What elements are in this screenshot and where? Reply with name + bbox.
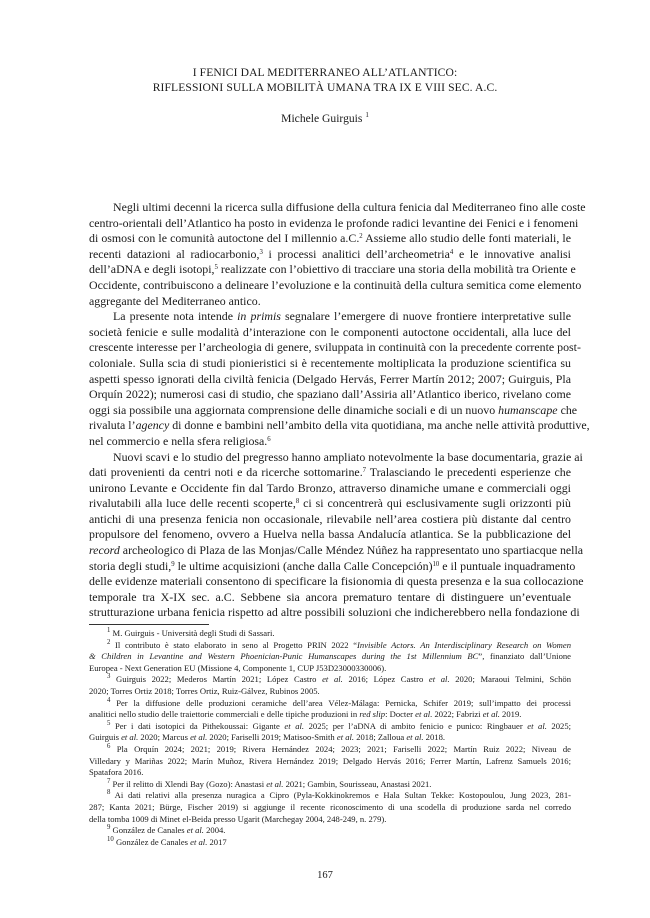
page-number: 167 bbox=[317, 870, 333, 881]
footnote-line: $^2$ Il contributo è stato elaborato in seno al Progetto PRIN 2022 “Invisible Actors. An Interdisciplinary Research on Women bbox=[107, 638, 571, 650]
footnote-line: $^7$ Per il relitto di Xlendi Bay (Gozo): Anastasi et al. 2021; Gambin, Sourisseau, Anastasi 2021. bbox=[107, 777, 432, 789]
footnote-line: Guirguis et al. 2020; Marcus et al. 2020; Fariselli 2019; Matisoo-Smith et al. 2018; Zalloua et al. 2018. bbox=[89, 732, 446, 743]
body-line: La presente nota intende in primis segnalare l’emergere di nuove frontiere interpretative sulle bbox=[113, 309, 571, 324]
body-line: rivaluta l’agency di donne e bambini nell’ambito della vita quotidiana, ma anche nelle attività produttive, bbox=[89, 418, 590, 433]
body-line: storia degli studi,$^9$ le ultime acquisizioni (anche dalla Calle Concepción)$^{10}$ e il puntuale inquadramento bbox=[89, 558, 576, 573]
footnote-line: $^1$ M. Guirguis - Università degli Studi di Sassari. bbox=[107, 627, 275, 638]
footnote-line: $^5$ Per i dati isotopici da Pithekoussai: Gigante et al. 2025; per l’aDNA di ambito fenicio e punico: Ringbauer et al. 2025; bbox=[107, 719, 572, 731]
footnote-ref: 2 bbox=[359, 233, 363, 241]
footnote-line: 287; Kanta 2021; Bürge, Fischer 2019) si aggiunge il recente riconoscimento di una scodella di produzione sarda nel corredo bbox=[89, 801, 571, 812]
footnote-line: $^6$ Pla Orquín 2024; 2021; 2019; Rivera Hernández 2024; 2023; 2021; Fariselli 2022; Martín Ruiz 2022; Niveau de bbox=[107, 742, 571, 754]
title-line-1: I FENICI DAL MEDITERRANEO ALL’ATLANTICO: bbox=[192, 66, 458, 79]
body-line: dell’aDNA e degli isotopi,$^5$ realizzate con l’obiettivo di tracciare una storia della mobilità tra Oriente e bbox=[89, 262, 576, 277]
body-line: antichi di una presenza fenicia non occasionale, rilevabile nell’area costiera più distante dal centro bbox=[89, 511, 571, 526]
body-line: nel commercio e nella sfera religiosa.$^6$ bbox=[89, 433, 271, 448]
author-footnote-mark: 1 bbox=[365, 111, 369, 119]
body-line: unirono Levante e Occidente fin dal Tardo Bronzo, attraverso dinamiche umane e commerciali oggi bbox=[89, 480, 571, 495]
footnote-line: & Children in Levantine and Western Phoenician-Punic Humanscapes during the 1st Millennium BC”, finanziato dall’Unione bbox=[89, 651, 571, 662]
body-line: record archeologico di Plaza de las Monjas/Calle Méndez Núñez ha rappresentato uno spartiacque nella bbox=[89, 543, 584, 558]
author-line bbox=[0, 111, 650, 125]
footnote-line: della tomba 1009 di Minet el-Beida presso Ugarit (Marchegay 2004, 248-249, n. 279). bbox=[89, 813, 387, 824]
footnote-line: Villedary y Mariñas 2022; Marín Muñoz, Rivera Hernández 2019; Delgado Hervás 2016; Ferrer Martín, Lafrenz Samuels 2016; bbox=[89, 755, 571, 766]
body-line: propulsore del fenomeno, ovvero a Huelva nella bassa Andalucía atlantica. Se la pubblicazione del bbox=[89, 527, 571, 542]
body-line: Negli ultimi decenni la ricerca sulla diffusione della cultura fenicia dal Mediterraneo fino alle coste bbox=[113, 200, 586, 214]
footnote-ref: 6 bbox=[267, 435, 271, 443]
footnote-ref: 10 bbox=[432, 560, 440, 568]
article-title bbox=[0, 66, 650, 95]
footnote-line: analitici nello studio delle traiettorie commerciali e delle tipiche produzioni in red slip: Docter et al. 2022; Fabrizi et al. 2019. bbox=[89, 709, 522, 720]
body-line: delle evidenze materiali consentono di specificare la fisionomia di questa presenza e la sua collocazione bbox=[89, 574, 584, 589]
body-line: Orquín 2022); numerosi casi di studio, che spaziano dall’Assiria all’Atlantico iberico, rivelano come bbox=[89, 387, 571, 402]
body-text bbox=[89, 200, 590, 621]
body-line: società fenicie e sulle modalità d’interazione con le componenti autoctone occidentali, alla luce del bbox=[89, 324, 571, 339]
footnote-line: $^8$ Ai dati relativi alla presenza nuragica a Cipro (Pyla-Kokkinokremos e Hala Sultan Tekke: Kostopoulou, Jung 2023, 281- bbox=[107, 789, 571, 801]
footnote-line: $^3$ Guirguis 2022; Mederos Martín 2021; López Castro et al. 2016; López Castro et al. 2020; Maraoui Telmini, Schön bbox=[107, 673, 572, 685]
body-line: oggi sia possibile una aggiornata comprensione delle dinamiche sociali e di un nuovo humanscape che bbox=[89, 402, 578, 417]
footnote-line: $^{10}$ González de Canales et al. 2017 bbox=[107, 835, 227, 847]
footnotes bbox=[89, 628, 571, 848]
body-line: Occidente, contribuiscono a delineare l’evoluzione e la continuità della cultura semitica come elemento bbox=[89, 277, 582, 292]
footnote-ref: 5 bbox=[214, 264, 218, 272]
body-line: Nuovi scavi e lo studio del pregresso hanno ampliato notevolmente la base documentaria, grazie ai bbox=[113, 449, 583, 464]
body-line: aggregante del Mediterraneo antico. bbox=[89, 293, 261, 308]
body-line: strutturazione urbana fenicia rispetto ad altre possibili soluzioni che indicherebbero nella fondazione di bbox=[89, 605, 580, 620]
title-line-2: RIFLESSIONI SULLA MOBILITÀ UMANA TRA IX E VIII SEC. A.C. bbox=[152, 80, 498, 94]
footnote-line: Spatafora 2016. bbox=[89, 767, 144, 778]
body-line: centro-orientali dell’Atlantico ha posto in evidenza le profonde radici levantine dei Fenici e i fenomeni bbox=[89, 215, 579, 230]
footnote-line: 2020; Torres Ortiz 2018; Torres Ortiz, Ruiz-Gálvez, Rubinos 2005. bbox=[89, 685, 320, 696]
body-line: temporale tra X-IX sec. a.C. Sebbene sia ancora prematuro tentare di distinguere un’eventuale bbox=[89, 589, 571, 604]
footnote-ref: 7 bbox=[362, 467, 367, 475]
footnote-ref: 4 bbox=[449, 248, 454, 256]
body-line: rivalutabili alla luce delle recenti scoperte,$^8$ ci si concentrerà qui esclusivamente sugli orizzonti più bbox=[89, 496, 571, 511]
footnote-line: Europea - Next Generation EU (Missione 4, Componente 1, CUP J53D23000330006). bbox=[89, 662, 387, 673]
body-line: recenti datazioni al radiocarbonio,$^3$ i processi analitici dell’archeometria$^4$ e le innovative analisi bbox=[89, 246, 571, 261]
footnote-line: $^4$ Per la diffusione delle produzioni ceramiche dell’area Vélez-Málaga: Pernicka, Schifer 2019; sull’impatto dei processi bbox=[107, 696, 571, 708]
author-name: Michele Guirguis bbox=[281, 111, 363, 125]
footnote-ref: 8 bbox=[295, 498, 300, 506]
footnote-separator bbox=[89, 624, 209, 625]
body-line: dati provenienti da centri noti e da ricerche sottomarine.$^7$ Tralasciando le precedenti esperienze che bbox=[89, 465, 571, 480]
body-line: di osmosi con le comunità autoctone del I millennio a.C.$^2$ Assieme allo studio delle fonti materiali, le bbox=[89, 231, 571, 246]
body-line: aspetti spesso ignorati della civiltà fenicia (Delgado Hervás, Ferrer Martín 2012; 2007; Guirguis, Pla bbox=[89, 371, 571, 386]
footnote-ref: 9 bbox=[171, 560, 175, 568]
body-line: coloniale. Sulla scia di studi pionieristici si è recentemente moltiplicata la produzione scientifica su bbox=[89, 355, 571, 370]
footnote-ref: 3 bbox=[259, 248, 263, 256]
body-line: crescente interesse per l’archeologia di genere, sviluppata in continuità con la precedente corrente post- bbox=[89, 340, 581, 355]
footnote-line: $^9$ González de Canales et al. 2004. bbox=[107, 824, 226, 836]
